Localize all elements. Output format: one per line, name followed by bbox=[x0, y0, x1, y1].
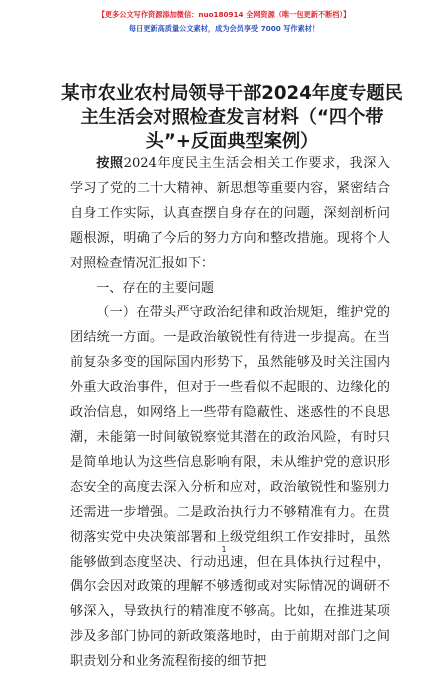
promo-banner-line1: 【更多公文写作资源添加微信：nuo180914 全网资源（唯一包更新不断档）】 bbox=[97, 10, 351, 19]
intro-text: 2024年度民主生活会相关工作要求，我深入学习了党的二十大精神、新思想等重要内容，紧密结合自身工作实际，认真查摆自身存在的问题，深刻剖析问题根源，明确了今后的努力方向和整改措施。现将个人对照检查情况汇报如下： bbox=[70, 156, 390, 271]
page-number: 1 bbox=[221, 545, 227, 554]
section-heading: 一、存在的主要问题 bbox=[96, 280, 215, 296]
document-title: 某市农业农村局领导干部2024年度专题民主生活会对照检查发言材料（“四个带头”+反面典型案例） bbox=[61, 83, 403, 152]
intro-paragraph bbox=[70, 152, 390, 277]
intro-lead: 按照 bbox=[96, 156, 124, 171]
section-paragraph: （一）在带头严守政治纪律和政治规矩，维护党的团结统一方面。一是政治敏锐性有待进一步提高。在当前复杂多变的国际国内形势下，虽然能够及时关注国内外重大政治事件，但对于一些看似不起眼的、边缘化的政治信息，如网络上一些带有隐蔽性、迷惑性的不良思潮，未能第一时间敏锐察觉其潜在的政治风险，有时只是简单地认为这些信息影响有限，未从维护党的意识形态安全的高度去深入分析和应对，政治敏锐性和鉴别力还需进一步增强。二是政治执行力不够精准有力。在贯彻落实党中央决策部署和上级党组织工作安排时，虽然能够做到态度坚决、行动迅速，但在具体执行过程中，偶尔会因对政策的理解不够透彻或对实际情况的调研不够深入，导致执行的精准度不够高。比如，在推进某项涉及多部门协同的新政策落地时，由于前期对部门之间职责划分和业务流程衔接的细节把 bbox=[70, 305, 390, 670]
promo-banner bbox=[0, 8, 448, 36]
promo-banner-line2: 每日更新高质量公文素材，成为会员享受 7000 写作素材！ bbox=[128, 24, 320, 33]
document-body bbox=[70, 152, 390, 675]
